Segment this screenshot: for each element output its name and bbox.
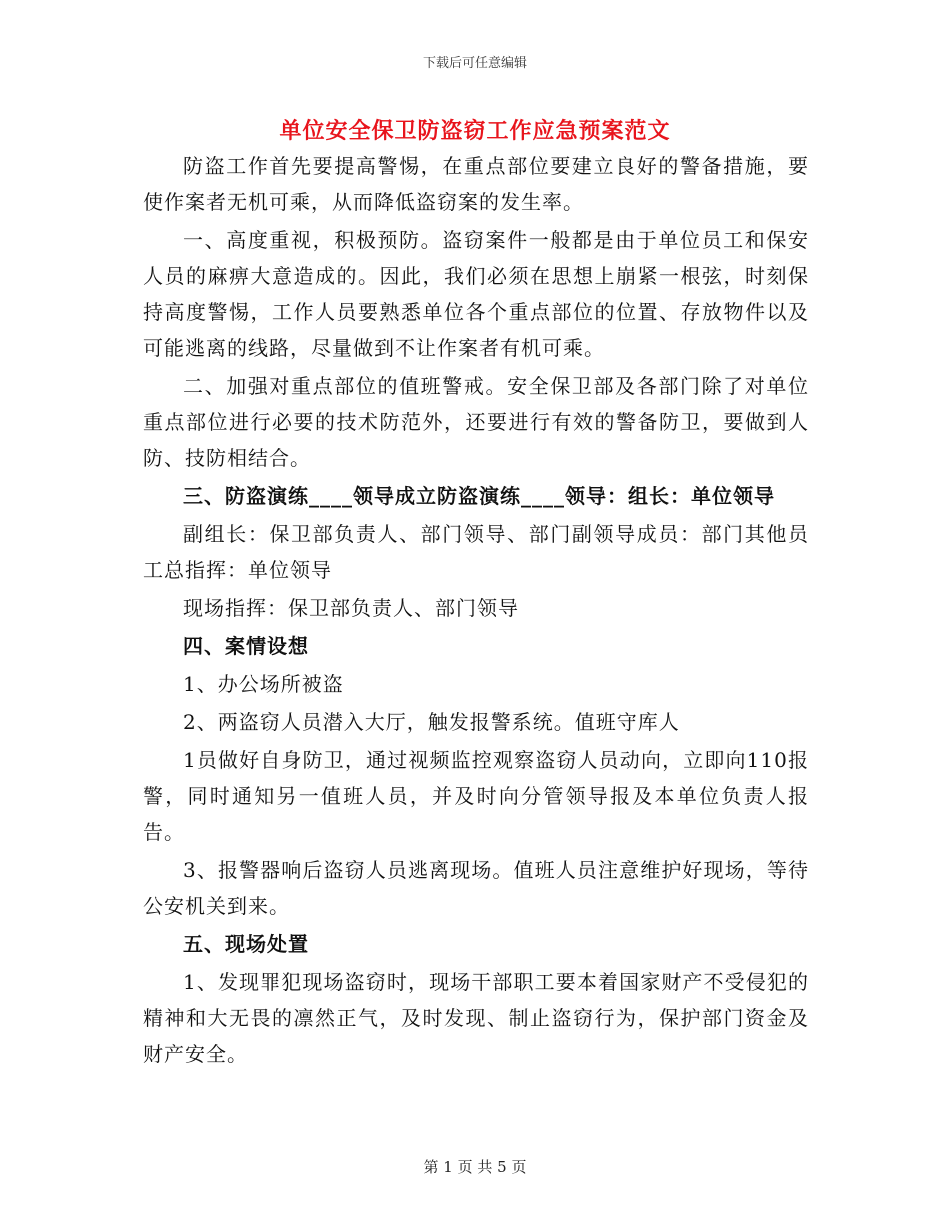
paragraph-handling-1: 1、发现罪犯现场盗窃时，现场干部职工要本着国家财产不受侵犯的精神和大无畏的凛然正气，及时发现、制止盗窃行为，保护部门资金及财产安全。 bbox=[143, 970, 809, 1066]
paragraph-intro: 防盗工作首先要提高警惕，在重点部位要建立良好的警备措施，要使作案者无机可乘，从而降低盗窃案的发生率。 bbox=[143, 154, 809, 214]
heading-section-3: 三、防盗演练____领导成立防盗演练____领导：组长：单位领导 bbox=[183, 484, 775, 508]
heading-section-5: 五、现场处置 bbox=[183, 932, 309, 956]
paragraph-section-2: 二、加强对重点部位的值班警戒。安全保卫部及各部门除了对单位重点部位进行必要的技术防范外，还要进行有效的警备防卫，要做到人防、技防相结合。 bbox=[143, 374, 809, 470]
paragraph-site-command: 现场指挥：保卫部负责人、部门领导 bbox=[183, 596, 519, 620]
paragraph-item-3: 3、报警器响后盗窃人员逃离现场。值班人员注意维护好现场，等待公安机关到来。 bbox=[143, 858, 809, 918]
heading-section-4: 四、案情设想 bbox=[183, 634, 309, 658]
header-note: 下载后可任意编辑 bbox=[422, 56, 527, 71]
paragraph-section-1: 一、高度重视，积极预防。盗窃案件一般都是由于单位员工和保安人员的麻痹大意造成的。因此，我们必须在思想上崩紧一根弦，时刻保持高度警惕，工作人员要熟悉单位各个重点部位的位置、存放物件以及可能逃离的线路，尽量做到不让作案者有机可乘。 bbox=[143, 228, 809, 360]
page-footer: 第 1 页 共 5 页 bbox=[423, 1158, 527, 1176]
document-body bbox=[143, 148, 809, 1074]
document-title: 单位安全保卫防盗窃工作应急预案范文 bbox=[279, 118, 671, 144]
paragraph-item-1: 1、办公场所被盗 bbox=[183, 672, 344, 696]
paragraph-item-2: 2、两盗窃人员潜入大厅，触发报警系统。值班守库人 bbox=[183, 710, 680, 734]
paragraph-deputy-leaders: 副组长：保卫部负责人、部门领导、部门副领导成员：部门其他员工总指挥：单位领导 bbox=[143, 522, 809, 582]
paragraph-item-2-continued: 1员做好自身防卫，通过视频监控观察盗窃人员动向，立即向110报警，同时通知另一值班人员，并及时向分管领导报及本单位负责人报告。 bbox=[143, 748, 809, 844]
